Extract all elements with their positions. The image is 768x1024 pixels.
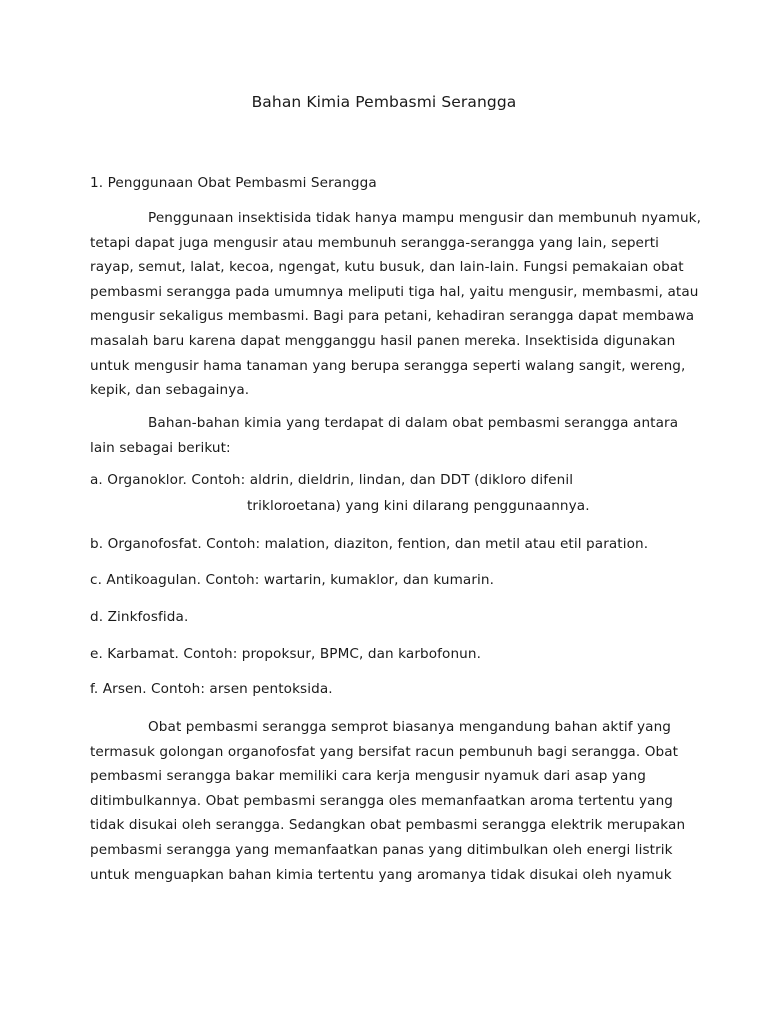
list-item-d: d. Zinkfosfida.: [90, 609, 189, 625]
paragraph-line: lain sebagai berikut:: [90, 439, 231, 456]
list-item-b: b. Organofosfat. Contoh: malation, diaziton, fention, dan metil atau etil paration.: [90, 536, 649, 552]
list-item-e: e. Karbamat. Contoh: propoksur, BPMC, dan karbofonun.: [90, 646, 482, 662]
paragraph-line: rayap, semut, lalat, kecoa, ngengat, kutu busuk, dan lain-lain. Fungsi pemakaian obat: [90, 259, 684, 276]
paragraph-line: untuk mengusir hama tanaman yang berupa serangga seperti walang sangit, wereng,: [90, 357, 686, 374]
paragraph-2: [90, 411, 690, 460]
paragraph-line: kepik, dan sebagainya.: [90, 382, 250, 399]
paragraph-line: termasuk golongan organofosfat yang bersifat racun pembunuh bagi serangga. Obat: [90, 743, 679, 760]
section-heading: 1. Penggunaan Obat Pembasmi Serangga: [90, 175, 377, 191]
list-item-f: f. Arsen. Contoh: arsen pentoksida.: [90, 681, 333, 697]
list-item-a-continuation: trikloroetana) yang kini dilarang penggunaannya.: [247, 498, 590, 514]
paragraph-line: pembasmi serangga bakar memiliki cara kerja mengusir nyamuk dari asap yang: [90, 768, 646, 785]
paragraph-line: pembasmi serangga yang memanfaatkan panas yang ditimbulkan oleh energi listrik: [90, 841, 673, 858]
paragraph-line: Penggunaan insektisida tidak hanya mampu mengusir dan membunuh nyamuk,: [148, 210, 702, 226]
list-item-c: c. Antikoagulan. Contoh: wartarin, kumaklor, dan kumarin.: [90, 572, 495, 588]
paragraph-line: tetapi dapat juga mengusir atau membunuh serangga-serangga yang lain, seperti: [90, 234, 660, 251]
paragraph-3: [90, 715, 690, 887]
paragraph-line: Bahan-bahan kimia yang terdapat di dalam obat pembasmi serangga antara: [148, 415, 679, 431]
list-item-a: a. Organoklor. Contoh: aldrin, dieldrin, lindan, dan DDT (dikloro difenil: [90, 472, 574, 488]
paragraph-line: mengusir sekaligus membasmi. Bagi para petani, kehadiran serangga dapat membawa: [90, 308, 695, 325]
paragraph-1: [90, 206, 702, 403]
paragraph-line: ditimbulkannya. Obat pembasmi serangga oles memanfaatkan aroma tertentu yang: [90, 792, 674, 809]
page-title: Bahan Kimia Pembasmi Serangga: [251, 93, 517, 111]
paragraph-line: tidak disukai oleh serangga. Sedangkan obat pembasmi serangga elektrik merupakan: [90, 817, 686, 834]
paragraph-line: pembasmi serangga pada umumnya meliputi tiga hal, yaitu mengusir, membasmi, atau: [90, 283, 699, 300]
paragraph-line: untuk menguapkan bahan kimia tertentu yang aromanya tidak disukai oleh nyamuk: [90, 866, 672, 883]
paragraph-line: Obat pembasmi serangga semprot biasanya mengandung bahan aktif yang: [148, 719, 672, 735]
paragraph-line: masalah baru karena dapat mengganggu hasil panen mereka. Insektisida digunakan: [90, 332, 676, 349]
